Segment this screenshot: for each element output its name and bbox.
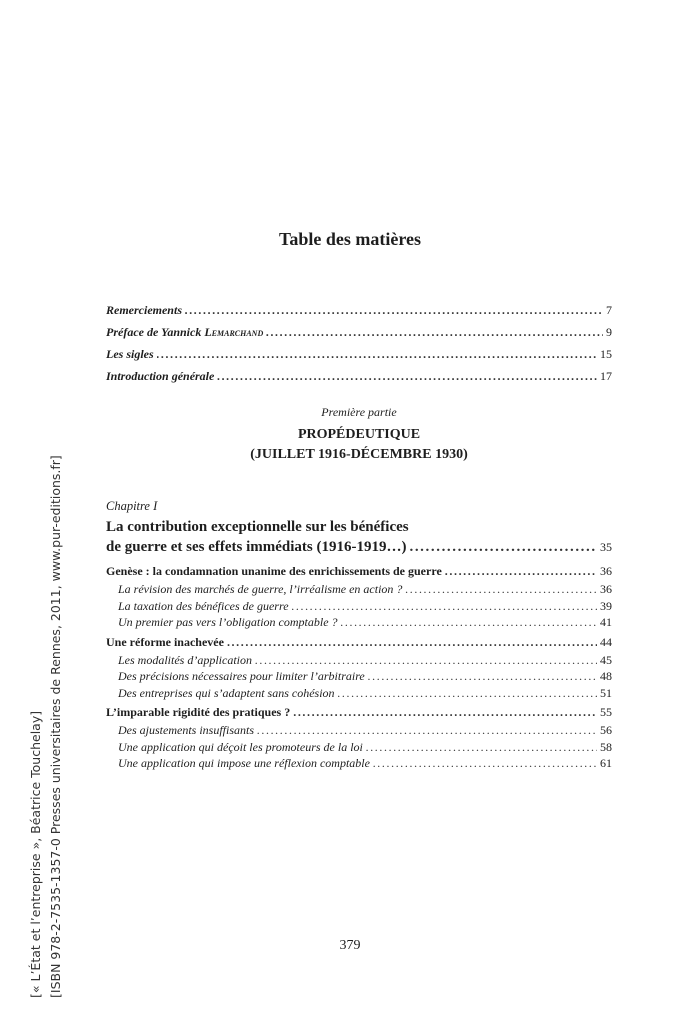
toc-subsection[interactable] bbox=[106, 582, 612, 599]
chapter-label: Chapitre I bbox=[106, 499, 158, 513]
toc-entry-page: 9 bbox=[606, 325, 612, 339]
toc-entry-label: Les sigles bbox=[106, 347, 154, 361]
toc-entry-page: 7 bbox=[606, 303, 612, 317]
subsection-title: Une application qui déçoit les promoteurs de la loi bbox=[118, 739, 363, 754]
dot-leader bbox=[266, 325, 603, 340]
subsection-page: 41 bbox=[600, 615, 612, 629]
subsection-title: Des entreprises qui s’adaptent sans cohésion bbox=[118, 685, 335, 700]
subsection-page: 61 bbox=[600, 756, 612, 770]
dot-leader bbox=[409, 539, 597, 556]
dot-leader bbox=[292, 599, 597, 614]
section-title: Genèse : la condamnation unanime des enrichissements de guerre bbox=[106, 564, 442, 578]
dot-leader bbox=[338, 686, 597, 701]
dot-leader bbox=[293, 705, 597, 720]
citation-line-2: [ISBN 978-2-7535-1357-0 Presses universitaires de Rennes, 2011, www.pur-editions.fr] bbox=[48, 455, 63, 998]
toc-entry-page: 15 bbox=[600, 347, 612, 361]
toc-entry-label: Introduction générale bbox=[106, 369, 215, 383]
toc-subsection[interactable] bbox=[106, 740, 612, 757]
dot-leader bbox=[341, 615, 597, 630]
toc-entry-remerciements[interactable] bbox=[106, 303, 612, 325]
dot-leader bbox=[217, 369, 597, 384]
dot-leader bbox=[257, 723, 597, 738]
toc-subsection[interactable] bbox=[106, 756, 612, 773]
chapter-title-line-1[interactable]: La contribution exceptionnelle sur les bénéfices bbox=[106, 519, 409, 535]
dot-leader bbox=[405, 582, 597, 597]
subsection-page: 39 bbox=[600, 598, 612, 613]
subsection-title: Des ajustements insuffisants bbox=[118, 723, 255, 737]
citation-sidebar bbox=[26, 338, 66, 998]
subsection-page: 56 bbox=[600, 723, 612, 737]
part-dates: (JUILLET 1916-DÉCEMBRE 1930) bbox=[250, 447, 468, 462]
part-label: Première partie bbox=[321, 405, 397, 419]
page-number: 379 bbox=[339, 938, 361, 953]
dot-leader bbox=[255, 653, 597, 668]
page-title: Table des matières bbox=[279, 229, 421, 249]
subsection-title: La révision des marchés de guerre, l’irréalisme en action ? bbox=[118, 582, 403, 596]
toc-subsection[interactable] bbox=[106, 615, 612, 632]
subsection-page: 51 bbox=[600, 685, 612, 700]
dot-leader bbox=[157, 347, 597, 362]
section-title: L’imparable rigidité des pratiques ? bbox=[106, 705, 291, 719]
subsection-title: La taxation des bénéfices de guerre bbox=[118, 598, 289, 613]
toc-entry-preface[interactable] bbox=[106, 325, 612, 347]
toc-entry-label-surname: Lemarchand bbox=[204, 325, 264, 339]
section-title: Une réforme inachevée bbox=[106, 634, 224, 649]
toc-entry-page: 17 bbox=[600, 369, 612, 383]
subsection-page: 58 bbox=[600, 739, 612, 754]
section-page: 44 bbox=[600, 634, 612, 649]
toc-entry-page: 35 bbox=[600, 540, 612, 554]
part-title: PROPÉDEUTIQUE bbox=[297, 427, 421, 442]
dot-leader bbox=[445, 564, 597, 579]
subsection-page: 48 bbox=[600, 669, 612, 683]
toc-section-genese[interactable] bbox=[106, 564, 612, 582]
dot-leader bbox=[373, 756, 597, 771]
dot-leader bbox=[368, 669, 597, 684]
part-heading bbox=[106, 405, 612, 467]
toc-entry-introduction[interactable] bbox=[106, 369, 612, 391]
subsection-page: 45 bbox=[600, 652, 612, 667]
subsection-title: Les modalités d’application bbox=[118, 652, 252, 667]
toc-subsection[interactable] bbox=[106, 653, 612, 670]
subsection-title: Un premier pas vers l’obligation comptable ? bbox=[118, 615, 338, 629]
dot-leader bbox=[366, 740, 597, 755]
section-page: 55 bbox=[600, 705, 612, 719]
subsection-title: Une application qui impose une réflexion comptable bbox=[118, 756, 370, 770]
toc-entry-label: Remerciements bbox=[106, 303, 182, 317]
dot-leader bbox=[227, 635, 597, 650]
section-page: 36 bbox=[600, 564, 612, 578]
subsection-title: Des précisions nécessaires pour limiter l’arbitraire bbox=[118, 669, 365, 683]
dot-leader bbox=[185, 303, 603, 318]
toc-entry-label-text: Préface de Yannick bbox=[106, 325, 202, 339]
toc-entry-chapter-1[interactable] bbox=[106, 539, 612, 561]
toc-section-rigidite[interactable] bbox=[106, 705, 612, 723]
subsection-page: 36 bbox=[600, 582, 612, 596]
toc-subsection[interactable] bbox=[106, 723, 612, 740]
toc-subsection[interactable] bbox=[106, 599, 612, 616]
citation-line-1: [« L’État et l’entreprise », Béatrice Touchelay] bbox=[28, 710, 43, 998]
toc-subsection[interactable] bbox=[106, 686, 612, 703]
chapter-title-line-2: de guerre et ses effets immédiats (1916-1919…) bbox=[106, 539, 407, 555]
toc-section-reforme[interactable] bbox=[106, 635, 612, 653]
toc-subsection[interactable] bbox=[106, 669, 612, 686]
toc-entry-sigles[interactable] bbox=[106, 347, 612, 369]
table-of-contents bbox=[106, 303, 612, 773]
toc-entry-label bbox=[106, 325, 263, 340]
